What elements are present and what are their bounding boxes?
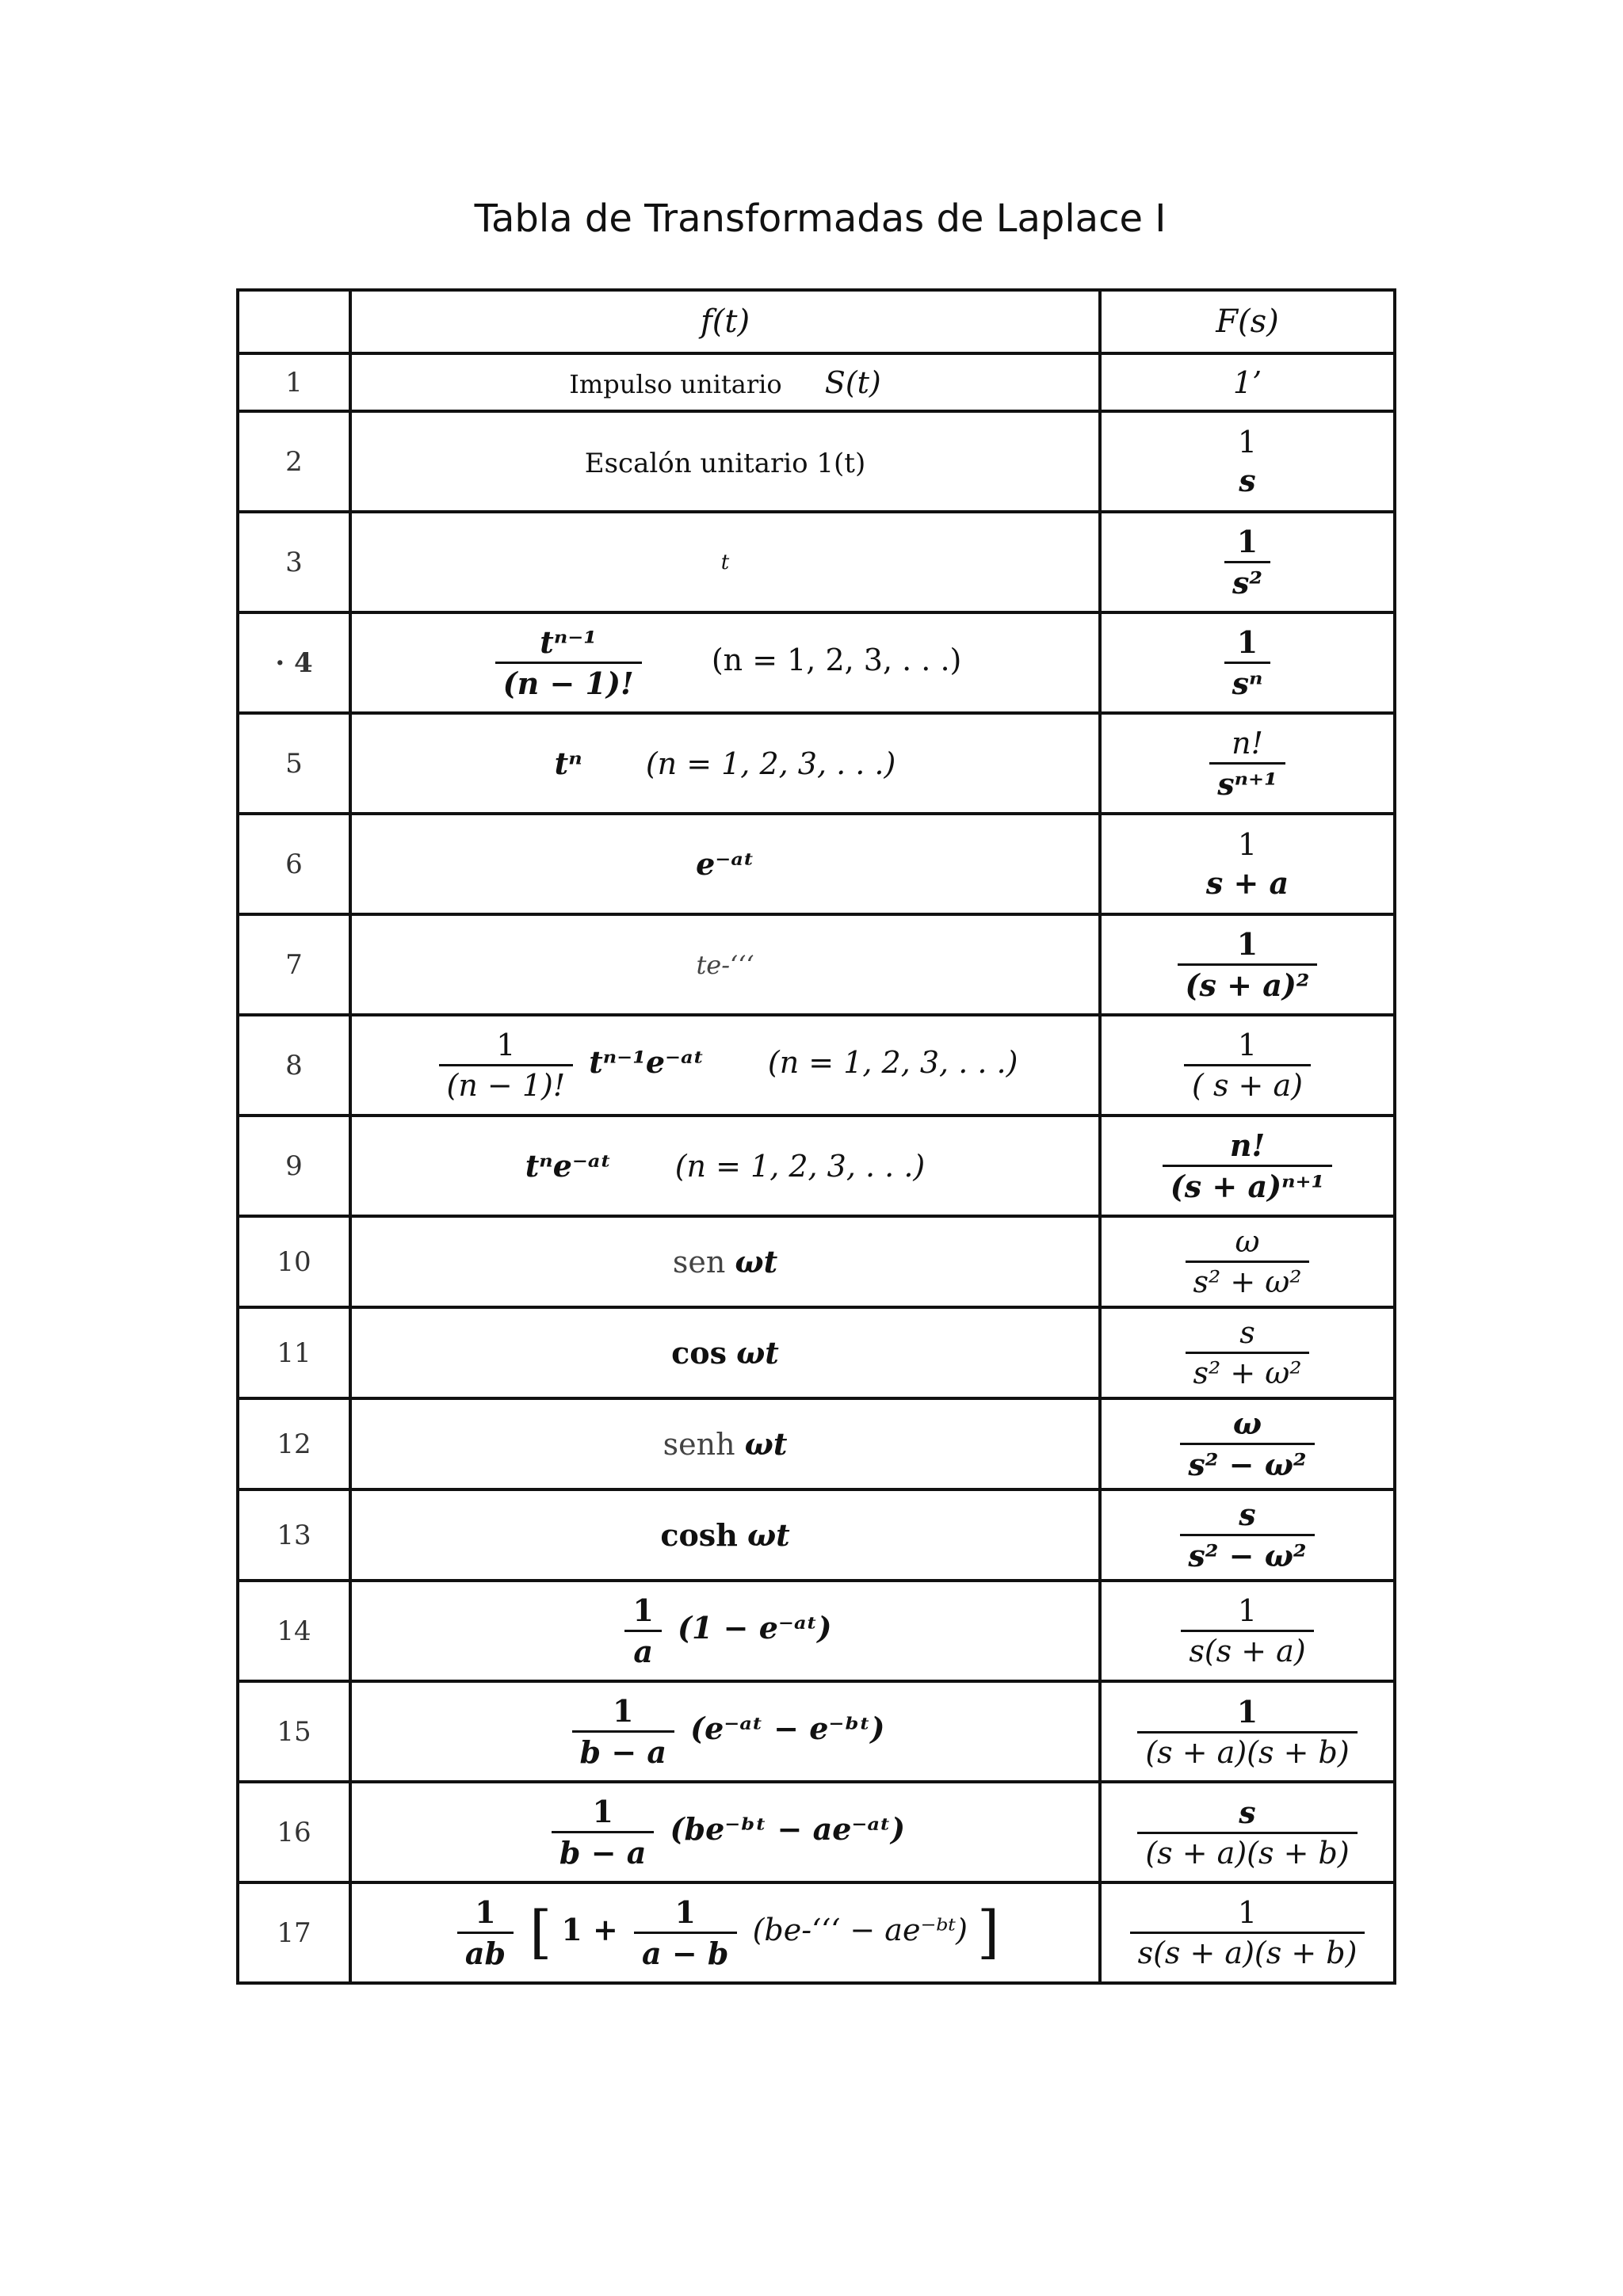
header-num <box>238 290 350 353</box>
time-function <box>350 1398 1100 1489</box>
laplace-transform <box>1100 411 1395 512</box>
denominator: (n − 1)! <box>446 1068 566 1103</box>
denominator: (s + a)² <box>1185 967 1310 1003</box>
time-function <box>350 1216 1100 1307</box>
denominator: (n − 1)! <box>502 666 634 701</box>
condition: (n = 1, 2, 3, . . .) <box>674 1149 926 1184</box>
numerator: 1 <box>457 1894 514 1934</box>
row-number: 11 <box>238 1307 350 1398</box>
row-number: 6 <box>238 814 350 914</box>
function-label: Escalón unitario 1(t) <box>584 447 866 479</box>
laplace-transform <box>1100 1398 1395 1489</box>
inner-numerator: 1 <box>634 1894 737 1934</box>
row-number: 12 <box>238 1398 350 1489</box>
denominator: ( s + a) <box>1192 1068 1303 1103</box>
denominator: s² − ω² <box>1188 1447 1307 1482</box>
numerator: n! <box>1209 726 1285 765</box>
bracket-term: 1 + <box>561 1912 618 1947</box>
laplace-transform <box>1100 1216 1395 1307</box>
denominator: (s + a)(s + b) <box>1145 1835 1350 1871</box>
time-function <box>350 1782 1100 1882</box>
laplace-transform <box>1100 1307 1395 1398</box>
row-number: 10 <box>238 1216 350 1307</box>
time-function <box>350 1882 1100 1983</box>
row-number: 1 <box>238 353 350 411</box>
denominator: s² <box>1232 565 1263 601</box>
function-argument: ωt <box>735 1244 778 1280</box>
time-function <box>350 353 1100 411</box>
numerator: ω <box>1180 1405 1314 1445</box>
table-row <box>238 1216 1395 1307</box>
row-number: 16 <box>238 1782 350 1882</box>
table-row <box>238 713 1395 814</box>
page-title: Tabla de Transformadas de Laplace I <box>474 196 1167 241</box>
function-symbol: S(t) <box>824 364 881 400</box>
numerator: 1 <box>1237 827 1258 862</box>
laplace-transform <box>1100 1489 1395 1581</box>
function-argument: ωt <box>736 1335 779 1371</box>
denominator: b − a <box>559 1835 647 1871</box>
function-name: cos <box>671 1335 727 1371</box>
row-number: · 4 <box>238 612 350 713</box>
laplace-transform <box>1100 612 1395 713</box>
function-name: cosh <box>660 1517 738 1553</box>
numerator: s <box>1137 1794 1357 1834</box>
time-function <box>350 1581 1100 1681</box>
function-expression: (1 − e⁻ᵃᵗ) <box>678 1610 832 1646</box>
table-row <box>238 1015 1395 1116</box>
time-function <box>350 1307 1100 1398</box>
denominator: s <box>1239 463 1256 498</box>
laplace-transform <box>1100 1116 1395 1216</box>
table-row <box>238 1398 1395 1489</box>
numerator: 1 <box>1181 1593 1313 1632</box>
denominator: s(s + a) <box>1189 1634 1306 1669</box>
numerator: 1 <box>439 1028 574 1066</box>
condition: (n = 1, 2, 3, . . .) <box>711 643 962 677</box>
numerator: 1 <box>1137 1694 1357 1733</box>
laplace-transform <box>1100 1681 1395 1782</box>
numerator: s <box>1186 1315 1310 1354</box>
denominator: s + a <box>1205 865 1289 901</box>
function-expression: tⁿ <box>554 746 582 781</box>
row-number: 13 <box>238 1489 350 1581</box>
time-function <box>350 713 1100 814</box>
header-fs: F(s) <box>1100 290 1395 353</box>
row-number: 14 <box>238 1581 350 1681</box>
row-number: 3 <box>238 512 350 612</box>
laplace-transform <box>1100 1015 1395 1116</box>
denominator: s(s + a)(s + b) <box>1137 1936 1358 1970</box>
table-row <box>238 411 1395 512</box>
left-bracket: [ <box>529 1899 552 1966</box>
row-number: 2 <box>238 411 350 512</box>
function-name: sen <box>672 1245 726 1280</box>
time-function: t <box>350 512 1100 612</box>
laplace-transform <box>1100 814 1395 914</box>
condition: (n = 1, 2, 3, . . .) <box>767 1045 1018 1080</box>
denominator: s² + ω² <box>1193 1356 1302 1390</box>
laplace-table <box>236 288 1396 1985</box>
numerator: 1 <box>1224 524 1270 563</box>
time-function: e⁻ᵃᵗ <box>350 814 1100 914</box>
table-header-row <box>238 290 1395 353</box>
laplace-transform <box>1100 1882 1395 1983</box>
row-number: 5 <box>238 713 350 814</box>
function-expression: (be-‘‘‘ − ae⁻ᵇᵗ) <box>752 1913 968 1947</box>
numerator: 1 <box>552 1794 655 1833</box>
denominator: sⁿ <box>1232 666 1263 701</box>
denominator: (s + a)(s + b) <box>1145 1734 1350 1770</box>
table-row <box>238 1116 1395 1216</box>
row-number: 15 <box>238 1681 350 1782</box>
denominator: sⁿ⁺¹ <box>1217 765 1277 802</box>
inner-denominator: a − b <box>642 1936 729 1971</box>
header-ft: f(t) <box>350 290 1100 353</box>
function-expression: tⁿe⁻ᵃᵗ <box>525 1148 612 1184</box>
right-bracket: ] <box>977 1899 1000 1966</box>
numerator: 1 <box>1237 425 1258 460</box>
table-row <box>238 512 1395 612</box>
function-argument: ωt <box>747 1517 790 1553</box>
numerator: 1 <box>1178 926 1318 966</box>
laplace-transform <box>1100 512 1395 612</box>
row-number: 8 <box>238 1015 350 1116</box>
laplace-transform <box>1100 1782 1395 1882</box>
table-row <box>238 814 1395 914</box>
denominator: b − a <box>579 1734 667 1770</box>
function-expression: (e⁻ᵃᵗ − e⁻ᵇᵗ) <box>690 1711 885 1746</box>
numerator: ω <box>1186 1224 1310 1263</box>
numerator: 1 <box>624 1592 661 1632</box>
denominator: s² − ω² <box>1188 1538 1307 1573</box>
numerator: tⁿ⁻¹ <box>495 624 642 664</box>
time-function <box>350 612 1100 713</box>
time-function <box>350 1681 1100 1782</box>
denominator: s² + ω² <box>1193 1264 1302 1299</box>
table-row <box>238 1681 1395 1782</box>
numerator: n! <box>1163 1127 1332 1167</box>
table-row <box>238 1581 1395 1681</box>
numerator: 1 <box>1130 1895 1365 1934</box>
laplace-transform <box>1100 914 1395 1015</box>
table-row <box>238 914 1395 1015</box>
time-function: te-‘‘‘ <box>350 914 1100 1015</box>
numerator: 1 <box>1184 1028 1311 1066</box>
table-row <box>238 353 1395 411</box>
denominator: (s + a)ⁿ⁺¹ <box>1170 1169 1325 1204</box>
laplace-transform <box>1100 1581 1395 1681</box>
time-function <box>350 1489 1100 1581</box>
denominator: ab <box>464 1936 506 1971</box>
numerator: 1 <box>572 1693 675 1733</box>
laplace-transform <box>1100 713 1395 814</box>
time-function <box>350 1015 1100 1116</box>
function-name: senh <box>663 1427 735 1462</box>
table-row <box>238 1782 1395 1882</box>
numerator: s <box>1180 1497 1314 1536</box>
table-row <box>238 612 1395 713</box>
table-row <box>238 1307 1395 1398</box>
numerator: 1 <box>1224 624 1271 664</box>
function-argument: ωt <box>744 1426 788 1462</box>
row-number: 17 <box>238 1882 350 1983</box>
row-number: 7 <box>238 914 350 1015</box>
laplace-transform: 1’ <box>1100 353 1395 411</box>
function-expression: tⁿ⁻¹e⁻ᵃᵗ <box>589 1044 705 1080</box>
condition: (n = 1, 2, 3, . . .) <box>645 746 896 781</box>
function-expression: (be⁻ᵇᵗ − ae⁻ᵃᵗ) <box>670 1811 906 1847</box>
row-number: 9 <box>238 1116 350 1216</box>
time-function <box>350 411 1100 512</box>
table-row <box>238 1882 1395 1983</box>
time-function <box>350 1116 1100 1216</box>
denominator: a <box>633 1634 653 1669</box>
table-row <box>238 1489 1395 1581</box>
function-label: Impulso unitario <box>569 368 782 399</box>
